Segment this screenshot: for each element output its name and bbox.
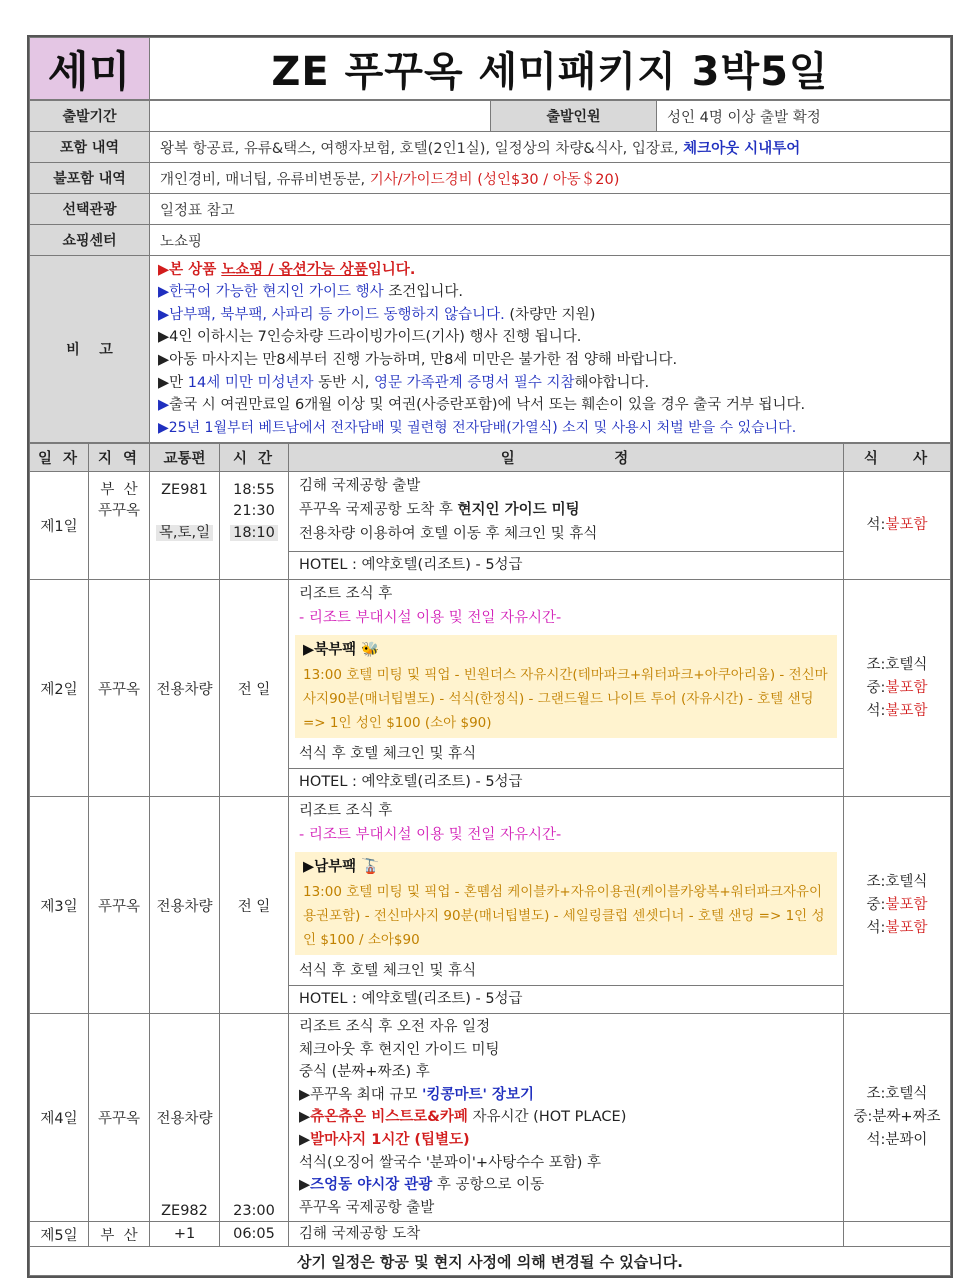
pax-label: 출발인원: [491, 101, 657, 132]
bistro-cafe: 츄온츄온 비스트로&카페: [310, 1109, 468, 1126]
pax-value: 성인 4명 이상 출발 확정: [657, 101, 951, 132]
itinerary-line: 석식 후 호텔 체크인 및 휴식: [299, 963, 477, 979]
notes-list: [150, 256, 951, 443]
itinerary-cell: [289, 472, 844, 580]
time-cell: 06:05: [220, 1222, 289, 1247]
optional-tour-label: 선택관광: [30, 194, 150, 225]
note-6: [158, 372, 942, 395]
itinerary-line: 중식 (분짜+짜조) 후: [299, 1064, 430, 1081]
itinerary-line: 석식 후 호텔 체크인 및 휴식: [299, 746, 477, 762]
title-table: [29, 37, 951, 100]
day-row-5: [30, 1222, 951, 1247]
col-region: 지 역: [89, 444, 150, 472]
itinerary-cell: [289, 580, 844, 797]
itinerary-text: ▶푸꾸옥 최대 규모: [299, 1086, 423, 1103]
meal-label: 중:: [866, 679, 886, 696]
meal-breakfast: 조:호텔식: [866, 656, 928, 673]
option-title-text: ▶북부팩: [303, 642, 357, 658]
col-time: 시 간: [220, 444, 289, 472]
itinerary-text: 푸꾸옥 국제공항 도착 후: [299, 502, 458, 518]
free-time-line: - 리조트 부대시설 이용 및 전일 자유시간-: [299, 610, 562, 626]
included-text: 왕복 항공료, 유류&택스, 여행자보험, 호텔(2인1실), 일정상의 차량&식사, 입장료,: [160, 140, 684, 157]
region-2: 푸꾸옥: [97, 503, 141, 519]
note-1: [158, 259, 942, 282]
day-row-2: [30, 580, 951, 797]
day-label: 제3일: [30, 797, 89, 1014]
included-label: 포함 내역: [30, 132, 150, 163]
note-1-a: ▶본 상품: [158, 261, 222, 278]
itinerary-cell: [289, 1222, 844, 1247]
flight-number: ZE982: [161, 1203, 208, 1220]
time-cell: [220, 472, 289, 580]
info-table: [29, 100, 951, 443]
meal-cell: [844, 580, 951, 797]
transport-value: 전용차량: [156, 1111, 213, 1128]
region-cell: [89, 472, 150, 580]
kingkong-mart: '킹콩마트' 장보기: [422, 1086, 535, 1103]
schedule-table: [29, 443, 951, 1276]
departure-period-label: 출발기간: [30, 101, 150, 132]
day-row-1: [30, 472, 951, 580]
day-row-4: [30, 1014, 951, 1222]
col-day: 일 자: [30, 444, 89, 472]
note-2-a: ▶한국어 가능한 현지인 가이드 행사: [158, 284, 384, 301]
itinerary-text: 후 공항으로 이동: [432, 1177, 545, 1194]
option-title-text: ▶남부팩: [303, 859, 357, 875]
hotel-line: HOTEL : 예약호텔(리조트) - 5성급: [289, 551, 843, 579]
hotel-line: HOTEL : 예약호텔(리조트) - 5성급: [289, 985, 843, 1013]
transport-cell: [150, 472, 220, 580]
day-label: 제2일: [30, 580, 89, 797]
note-5: ▶아동 마사지는 만8세부터 진행 가능하며, 만8세 미만은 불가한 점 양해 바랍니다.: [158, 352, 678, 368]
excluded-text: 개인경비, 매너팁, 유류비변동분,: [160, 171, 370, 188]
note-7-b: 출국 시 여권만료일 6개월 이상 및 여권(사증란포함)에 낙서 또는 훼손이 있을 경우 출국 거부 됩니다.: [169, 397, 806, 414]
north-pack-option: [295, 635, 837, 738]
notes-label-text: 비 고: [66, 342, 113, 358]
itinerary-line: 리조트 조식 후: [299, 803, 393, 819]
depart-time: 18:55: [233, 482, 275, 498]
note-1-b: 노쇼핑 / 옵션가능 상품: [221, 261, 368, 278]
col-transport: 교통편: [150, 444, 220, 472]
col-meal: 식 사: [844, 444, 951, 472]
free-time-line: - 리조트 부대시설 이용 및 전일 자유시간-: [299, 827, 562, 843]
meal-value: 불포함: [885, 896, 928, 913]
meal-dinner: [844, 917, 950, 940]
itinerary-line: 전용차량 이용하여 호텔 이동 후 체크인 및 휴식: [299, 526, 598, 542]
note-3-a: ▶남부팩, 북부팩, 사파리 등 가이드 동행하지 않습니다.: [158, 306, 505, 323]
page-title: ZE 푸꾸옥 세미패키지 3박5일: [150, 38, 951, 100]
excluded-label: 불포함 내역: [30, 163, 150, 194]
day-row-3: [30, 797, 951, 1014]
included-value: [150, 132, 951, 163]
note-1-c: 입니다.: [367, 261, 416, 278]
meal-label: 석:: [866, 517, 886, 533]
option-text: 13:00 호텔 미팅 및 픽업 - 빈원더스 자유시간(테마파크+워터파크+아쿠아리움) - 전신마사지90분(매너팁별도) - 석식(한정식) - 그랜드월드 나이트 투어 (자유시간) - 호텔 샌딩 => 1인 성인 $100 (소아 $90): [303, 667, 828, 731]
itinerary-text-bold: 현지인 가이드 미팅: [457, 502, 580, 518]
itinerary-cell: [289, 797, 844, 1014]
itinerary-line: 김해 국제공항 도착: [299, 1226, 421, 1243]
option-text: 13:00 호텔 미팅 및 픽업 - 혼똄섬 케이블카+자유이용권(케이블카왕복+워터파크자유이용권포함) - 전신마사지 90분(매너팁별도) - 세일링클럽 센셋디너 - 호텔 샌딩 => 1인 성인 $100 / 소아$90: [303, 884, 825, 948]
itinerary-cell: [289, 1014, 844, 1222]
meal-lunch: 중:분짜+짜조: [853, 1109, 941, 1126]
itinerary-line: 리조트 조식 후: [299, 586, 393, 602]
transport-cell: 전용차량: [150, 580, 220, 797]
operating-days: 목,토,일: [156, 525, 213, 541]
meal-lunch: [844, 894, 950, 917]
itinerary-text: 자유시간 (HOT PLACE): [467, 1109, 627, 1126]
meal-value: 불포함: [885, 679, 928, 696]
day-label: 제1일: [30, 472, 89, 580]
note-2: [158, 281, 942, 304]
foot-massage: 발마사지 1시간 (팁별도): [310, 1131, 470, 1148]
shopping-value: 노쇼핑: [150, 225, 951, 256]
bee-icon: 🐝: [361, 642, 380, 658]
included-highlight: 체크아웃 시내투어: [683, 140, 801, 157]
itinerary-line: [299, 1174, 833, 1197]
itinerary-line: 석식(오징어 쌀국수 '분꽈이'+사탕수수 포함) 후: [299, 1154, 601, 1171]
transport-cell: [150, 1014, 220, 1222]
note-7: [158, 394, 942, 417]
note-3: [158, 304, 942, 327]
note-6-b: 14세 미만 미성년자: [187, 374, 314, 391]
note-8: ▶25년 1월부터 베트남에서 전자담배 및 궐련형 전자담배(가열식) 소지 및 사용시 처벌 받을 수 있습니다.: [158, 419, 797, 436]
itinerary-text: ▶: [299, 1109, 311, 1126]
cable-car-icon: 🚡: [361, 859, 380, 875]
note-2-b: 조건입니다.: [383, 284, 463, 301]
option-title: [303, 854, 829, 880]
flight-number: ZE981: [161, 482, 208, 498]
itinerary-line: 리조트 조식 후 오전 자유 일정: [299, 1019, 491, 1035]
note-6-e: 해야합니다.: [574, 374, 650, 391]
region-cell: 부 산: [89, 1222, 150, 1247]
time-cell: 전 일: [220, 580, 289, 797]
meal-breakfast: 조:호텔식: [866, 873, 928, 890]
meal-dinner: 석:분꽈이: [866, 1132, 928, 1149]
time-cell: 23:00: [220, 1014, 289, 1222]
notes-label: [30, 256, 150, 443]
region-cell: 푸꾸옥: [89, 797, 150, 1014]
option-title: [303, 637, 829, 663]
transport-cell: 전용차량: [150, 797, 220, 1014]
meal-value: 불포함: [885, 517, 928, 533]
footer-note: 상기 일정은 항공 및 현지 사정에 의해 변경될 수 있습니다.: [30, 1247, 951, 1276]
note-7-a: ▶: [158, 397, 170, 414]
note-6-c: 동반 시,: [313, 374, 374, 391]
itinerary-line: [299, 1084, 833, 1107]
itinerary-line: [299, 1106, 833, 1129]
note-4: ▶4인 이하시는 7인승차량 드라이빙가이드(기사) 행사 진행 됩니다.: [158, 329, 582, 346]
meal-label: 석:: [866, 919, 886, 936]
night-market: 즈엉동 야시장 관광: [310, 1177, 433, 1194]
itinerary-text: ▶: [299, 1177, 311, 1194]
excluded-highlight: 기사/가이드경비 (성인$30 / 아동＄20): [369, 171, 620, 188]
hotel-line: HOTEL : 예약호텔(리조트) - 5성급: [289, 768, 843, 796]
arrive-time: 21:30: [233, 503, 275, 519]
itinerary-line: 체크아웃 후 현지인 가이드 미팅: [299, 1041, 500, 1058]
meal-breakfast: 조:호텔식: [866, 1086, 928, 1103]
itinerary-line: 푸꾸옥 국제공항 출발: [299, 1199, 435, 1216]
col-itinerary: 일 정: [289, 444, 844, 472]
optional-tour-value: 일정표 참고: [150, 194, 951, 225]
region-cell: 푸꾸옥: [89, 1014, 150, 1222]
note-6-d: 영문 가족관계 증명서 필수 지참: [373, 374, 575, 391]
meal-dinner: [844, 700, 950, 723]
transport-cell: +1: [150, 1222, 220, 1247]
meal-label: 석:: [866, 702, 886, 719]
meal-cell: [844, 472, 951, 580]
day-label: 제4일: [30, 1014, 89, 1222]
itinerary-line: [299, 498, 833, 522]
excluded-value: [150, 163, 951, 194]
note-3-b: (차량만 지원): [504, 306, 596, 323]
itinerary-line: 김해 국제공항 출발: [299, 478, 421, 494]
region-cell: 푸꾸옥: [89, 580, 150, 797]
shopping-label: 쇼핑센터: [30, 225, 150, 256]
itinerary-sheet: [27, 35, 953, 1278]
brand-title: 세미: [30, 38, 150, 100]
meal-cell: [844, 1014, 951, 1222]
itinerary-text: ▶: [299, 1131, 311, 1148]
alt-time: 18:10: [230, 525, 278, 541]
time-cell: 전 일: [220, 797, 289, 1014]
note-6-a: ▶만: [158, 374, 188, 391]
meal-label: 중:: [866, 896, 886, 913]
departure-period-value: [150, 101, 491, 132]
meal-cell: [844, 1222, 951, 1247]
meal-value: 불포함: [885, 702, 928, 719]
meal-value: 불포함: [885, 919, 928, 936]
itinerary-line: [299, 1129, 833, 1152]
south-pack-option: [295, 852, 837, 955]
meal-lunch: [844, 677, 950, 700]
day-label: 제5일: [30, 1222, 89, 1247]
region-1: 부 산: [100, 482, 138, 498]
meal-cell: [844, 797, 951, 1014]
